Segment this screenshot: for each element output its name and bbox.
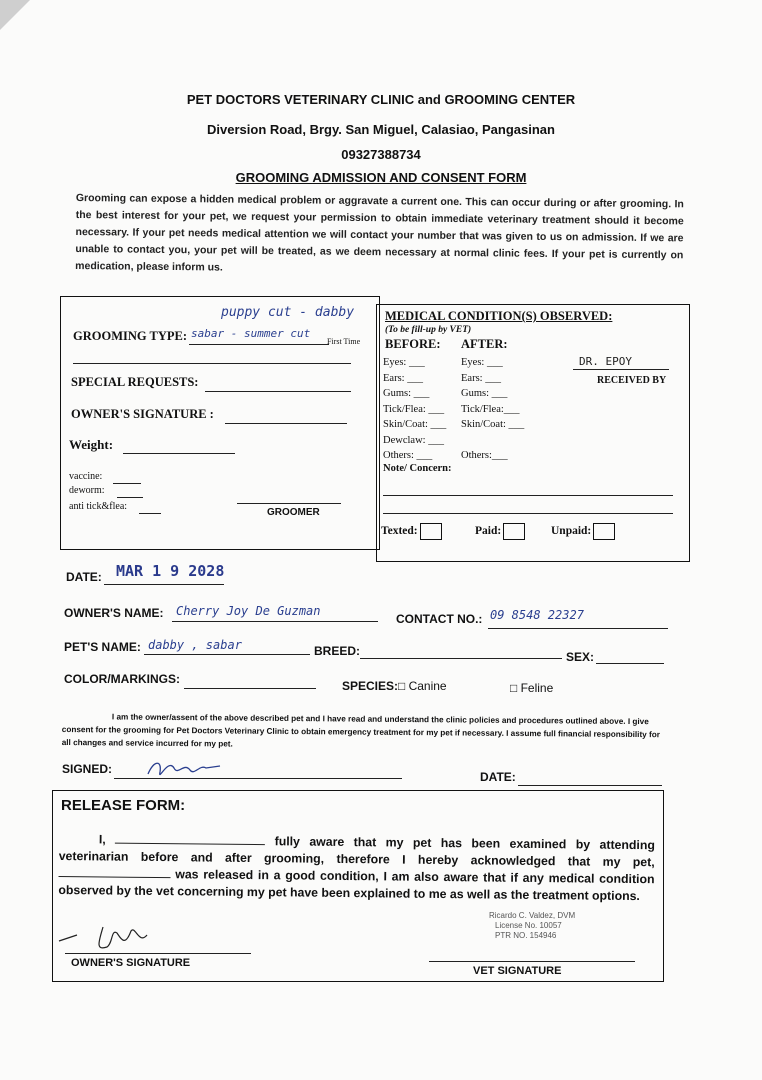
medical-condition-title: MEDICAL CONDITION(S) OBSERVED:: [385, 309, 613, 323]
grooming-info-box: [60, 296, 380, 550]
unpaid-checkbox[interactable]: [551, 523, 615, 540]
received-by-line: [573, 369, 669, 370]
release-text-3: was released in a good condition, I am also aware that if any medical condition observed by the vet concerning my pet have been explained to me as well as the treatment options.: [58, 867, 655, 904]
sex-line[interactable]: [596, 663, 664, 664]
owner-name-label: OWNER'S NAME:: [64, 606, 164, 620]
received-by-label: RECEIVED BY: [597, 375, 667, 386]
pet-name-line[interactable]: [144, 654, 310, 655]
release-form-box: [52, 790, 664, 982]
owner-signature-field[interactable]: [225, 423, 347, 424]
after-item: Ears: ___: [461, 372, 501, 384]
release-paragraph: [58, 831, 655, 905]
note-line-2[interactable]: [383, 513, 673, 514]
grooming-type-value-1: puppy cut - dabby: [221, 305, 355, 320]
after-item: Skin/Coat: ___: [461, 419, 525, 430]
groomer-label: GROOMER: [267, 507, 320, 518]
paid-box[interactable]: [503, 523, 525, 540]
clinic-name: PET DOCTORS VETERINARY CLINIC and GROOMING CENTER: [186, 92, 576, 107]
breed-line[interactable]: [360, 658, 562, 659]
groomer-signature-line[interactable]: [237, 503, 341, 504]
clinic-phone: 09327388734: [341, 147, 421, 162]
vet-note: (To be fill-up by VET): [385, 325, 472, 335]
signed-date-label: DATE:: [480, 770, 516, 784]
color-markings-label: COLOR/MARKINGS:: [64, 672, 180, 686]
before-list: [383, 355, 446, 464]
first-time-label: First Time: [327, 337, 361, 346]
grooming-extra-line: [73, 363, 351, 364]
vaccine-field[interactable]: [113, 483, 141, 484]
intro-paragraph: Grooming can expose a hidden medical problem or aggravate a current one. This can occur during or after grooming. In the best interest for your pet, we request your permission to obtain immediate veterinary treatment should it become necessary. If your pet needs medical attention we will contact your number that was given to us on admission. If we are unable to contact you, your pet will be treated, as we deem necessary at normal clinic fees. If your pet is currently on medication, please inform us.: [75, 191, 684, 274]
unpaid-label: Unpaid:: [551, 525, 592, 538]
form-title: GROOMING ADMISSION AND CONSENT FORM: [235, 170, 527, 185]
release-text-2: fully aware that my pet has been examined by attending veterinarian before and after grooming, therefore I hereby acknowledged that my pet,: [58, 834, 655, 870]
after-item: Eyes: ___: [461, 357, 503, 368]
pet-name-value: dabby , sabar: [148, 638, 242, 652]
signed-label: SIGNED:: [62, 762, 113, 776]
sex-label: SEX:: [566, 650, 595, 664]
note-concern-label: Note/ Concern:: [383, 463, 452, 474]
stamp-ptr: PTR NO. 154946: [495, 931, 557, 940]
date-line[interactable]: [104, 584, 224, 585]
before-item: Gums: ___: [383, 388, 430, 399]
owner-name-line[interactable]: [172, 621, 378, 622]
owner-signature-scribble: [140, 752, 230, 788]
release-pet-name-field[interactable]: [59, 876, 171, 878]
deworm-label: deworm:: [69, 485, 105, 496]
vet-signature-line[interactable]: [429, 961, 635, 962]
vet-signature-caption: VET SIGNATURE: [473, 965, 562, 977]
owner-name-value: Cherry Joy De Guzman: [176, 604, 321, 618]
received-by-value: DR. EPOY: [579, 355, 632, 368]
anti-tick-label: anti tick&flea:: [69, 501, 128, 512]
release-owner-signature-scribble: [55, 921, 165, 961]
signed-date-line[interactable]: [518, 785, 662, 786]
medical-condition-box: [376, 304, 690, 562]
after-item: Gums: ___: [461, 388, 508, 399]
weight-field[interactable]: [123, 453, 235, 454]
texted-checkbox[interactable]: [381, 523, 442, 540]
note-line-1[interactable]: [383, 495, 673, 496]
after-label: AFTER:: [461, 337, 508, 351]
release-form-title: RELEASE FORM:: [61, 797, 186, 814]
date-stamp: MAR 1 9 2028: [116, 562, 225, 580]
release-owner-signature-line[interactable]: [65, 953, 251, 954]
before-item: Eyes: ___: [383, 357, 425, 368]
folded-corner: [0, 0, 30, 30]
pet-name-label: PET'S NAME:: [64, 640, 141, 654]
clinic-address: Diversion Road, Brgy. San Miguel, Calasiao, Pangasinan: [207, 122, 555, 137]
vet-stamp: [489, 911, 575, 941]
species-label: SPECIES:: [342, 679, 399, 693]
stamp-license: License No. 10057: [495, 921, 562, 930]
texted-label: Texted:: [381, 525, 418, 538]
after-item: Tick/Flea:___: [461, 403, 520, 415]
before-label: BEFORE:: [385, 337, 441, 351]
before-item: Ears: ___: [383, 372, 423, 384]
stamp-vet-name: Ricardo C. Valdez, DVM: [489, 911, 576, 920]
contact-line[interactable]: [488, 628, 668, 629]
breed-label: BREED:: [314, 644, 361, 658]
deworm-field[interactable]: [117, 497, 143, 498]
before-item: Others: ___: [383, 450, 433, 461]
before-item: Skin/Coat: ___: [383, 419, 447, 430]
release-text-1: I,: [98, 832, 106, 847]
before-item: Dewclaw: ___: [383, 434, 444, 446]
paid-label: Paid:: [475, 525, 502, 538]
species-canine-option[interactable]: □ Canine: [398, 679, 447, 693]
before-item: Tick/Flea: ___: [383, 403, 445, 415]
after-list: [461, 355, 524, 464]
grooming-type-line: [189, 344, 329, 345]
after-item: Others:___: [461, 450, 508, 461]
contact-value: 09 8548 22327: [490, 608, 584, 622]
owner-signature-label: OWNER'S SIGNATURE :: [71, 407, 214, 421]
release-owner-name-field[interactable]: [115, 843, 265, 846]
special-requests-field[interactable]: [205, 391, 351, 392]
weight-label: Weight:: [69, 437, 114, 452]
anti-tick-field[interactable]: [139, 513, 161, 514]
special-requests-label: SPECIAL REQUESTS:: [71, 375, 199, 389]
texted-box[interactable]: [420, 523, 442, 540]
unpaid-box[interactable]: [593, 523, 615, 540]
vaccine-label: vaccine:: [69, 471, 103, 482]
species-feline-option[interactable]: □ Feline: [510, 681, 554, 695]
color-markings-line[interactable]: [184, 688, 316, 689]
grooming-type-value-2: sabar - summer cut: [191, 327, 311, 340]
date-label: DATE:: [66, 570, 102, 584]
contact-label: CONTACT NO.:: [396, 612, 483, 626]
paid-checkbox[interactable]: [475, 523, 525, 540]
owner-signature-caption: OWNER'S SIGNATURE: [71, 957, 191, 969]
consent-paragraph: I am the owner/assent of the above described pet and I have read and understand the clinic policies and procedures outlined above. I give consent for the grooming for Pet Doctors Veterinary Clinic to obtain emergency treatment for my pet if necessary. I assume full financial responsibility for all changes and service incurred for my pet.: [61, 712, 660, 749]
grooming-type-label: GROOMING TYPE:: [73, 329, 188, 343]
